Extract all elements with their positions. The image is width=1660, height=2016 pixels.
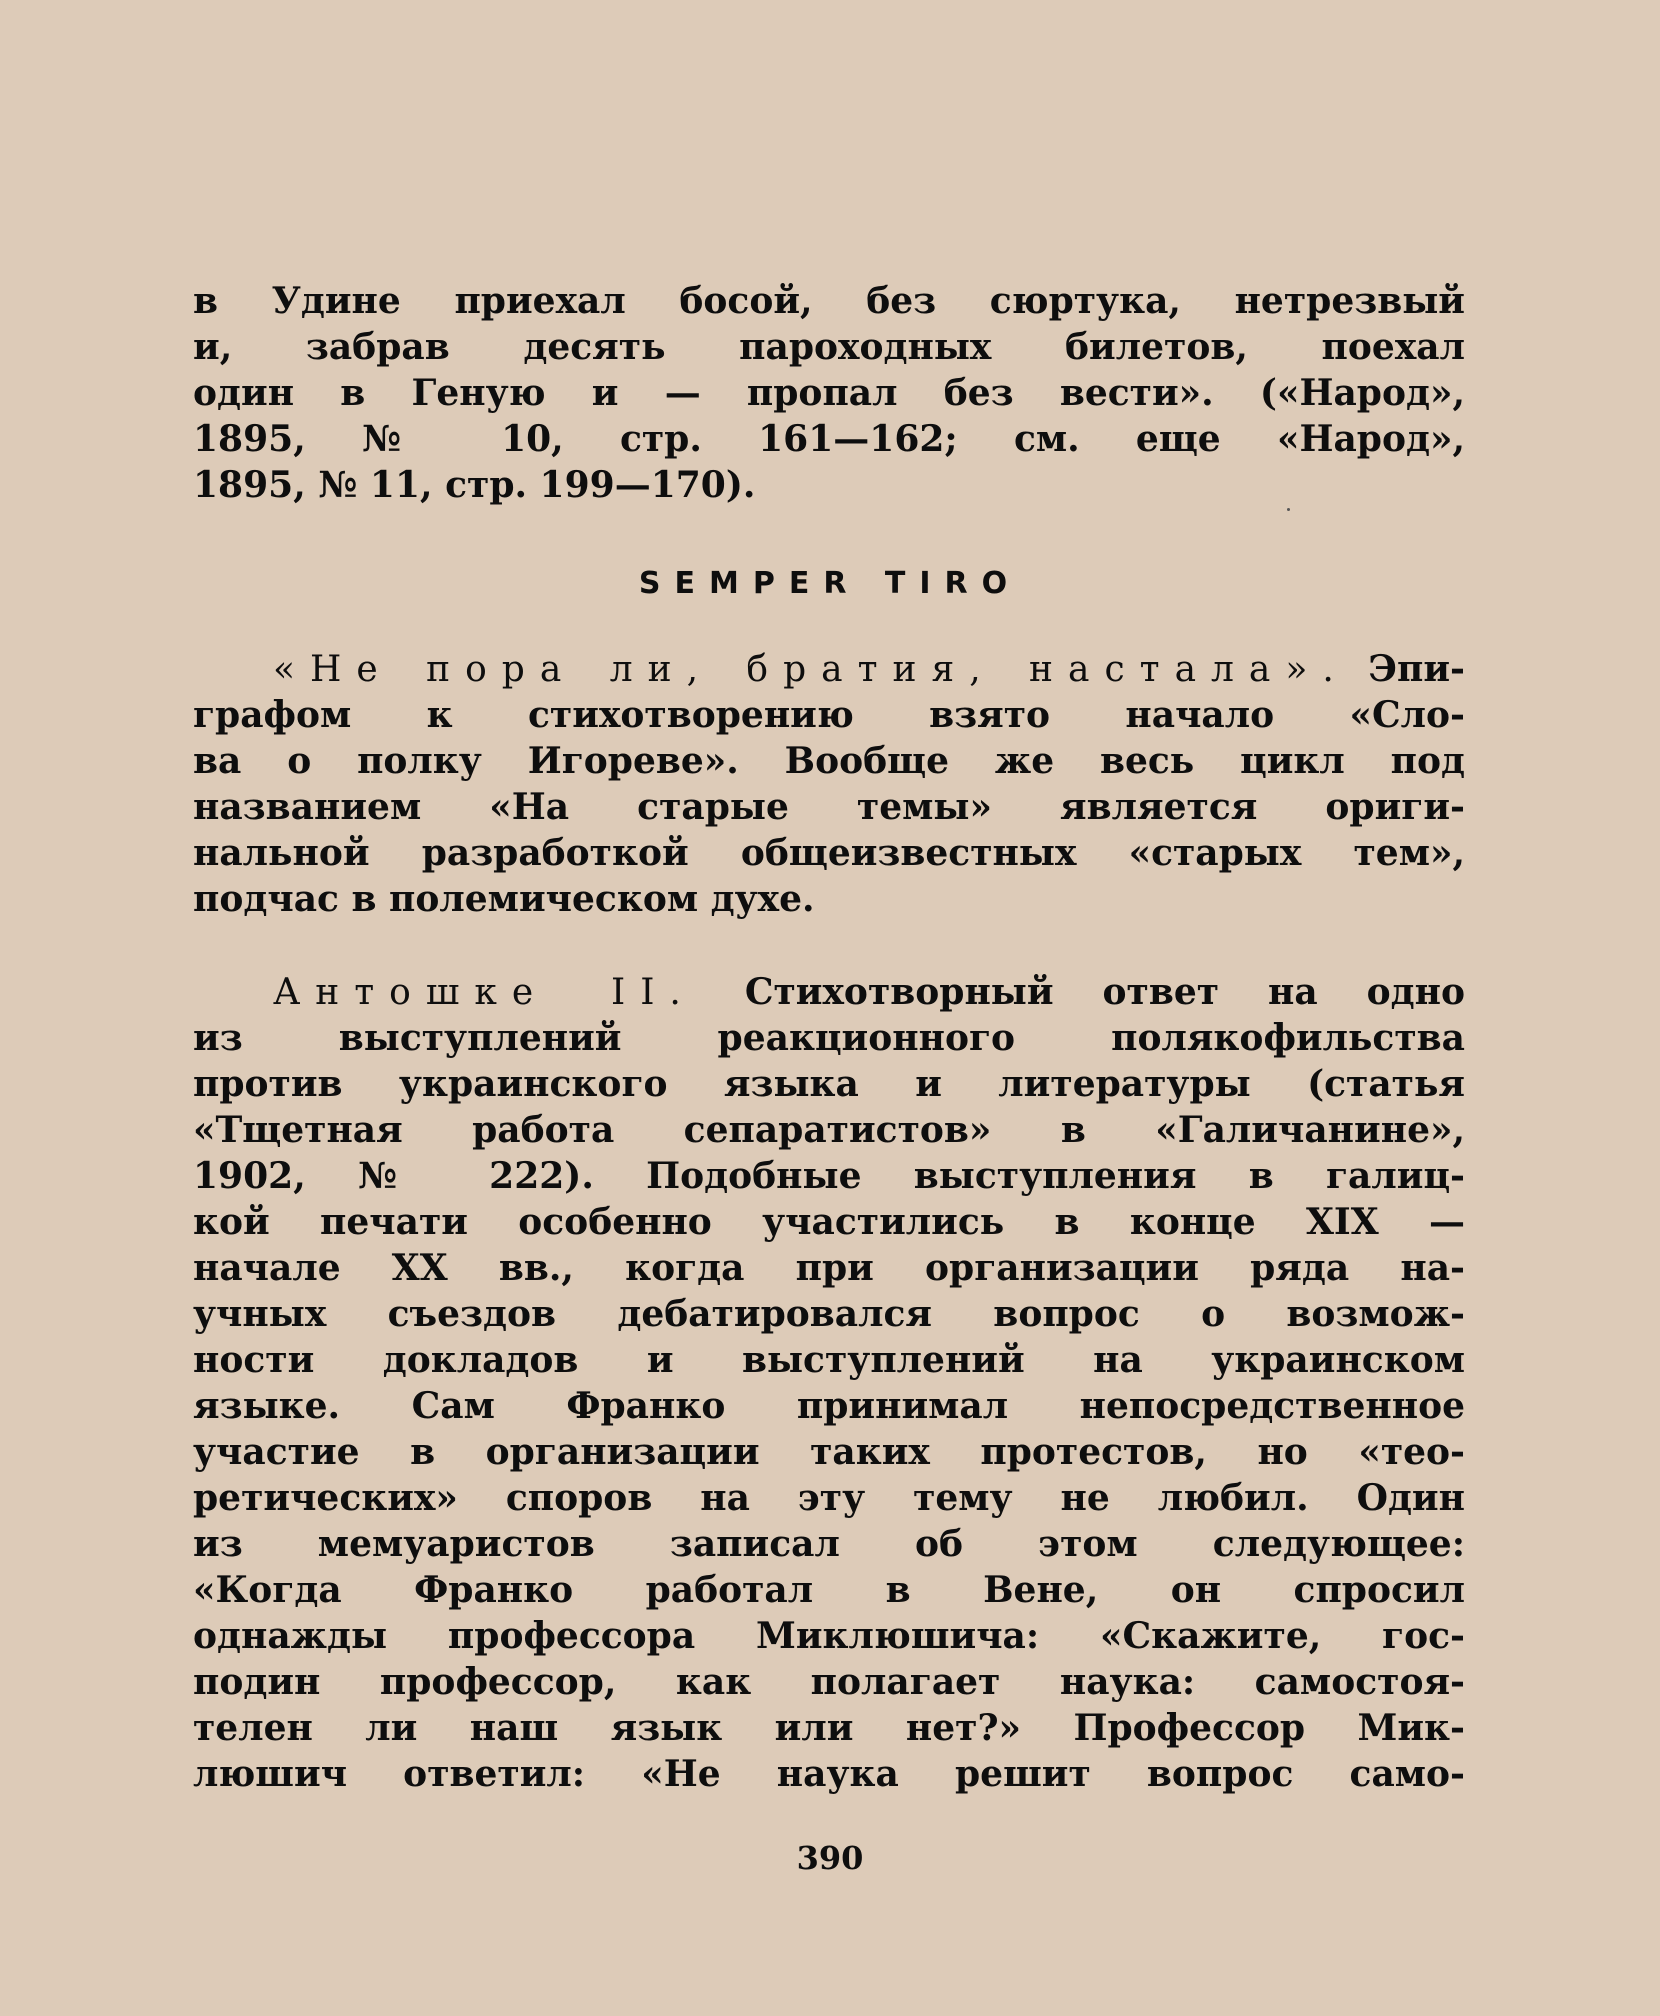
text-line: графом к стихотворению взято начало «Сло-: [193, 694, 1465, 736]
text-line: «Тщетная работа сепаратистов» в «Галичанине»,: [193, 1109, 1465, 1151]
text-line: участие в организации таких протестов, но «тео-: [193, 1431, 1465, 1473]
text-line: из мемуаристов записал об этом следующее:: [193, 1523, 1465, 1565]
text-line: телен ли наш язык или нет?» Профессор Мик-: [193, 1707, 1465, 1749]
text-fragment: Эпи-: [1368, 648, 1465, 690]
text-line: учных съездов дебатировался вопрос о возмож-: [193, 1293, 1465, 1335]
text-line: названием «На старые темы» является ориги-: [193, 786, 1465, 828]
poem-title: Антошке II.: [273, 972, 696, 1013]
paragraph-semper-tiro: [193, 646, 1465, 922]
text-line: кой печати особенно участились в конце XIX —: [193, 1201, 1465, 1243]
text-line: из выступлений реакционного полякофильства: [193, 1017, 1465, 1059]
text-line: подин профессор, как полагает наука: самостоя-: [193, 1661, 1465, 1703]
text-line: однажды профессора Миклюшича: «Скажите, гос-: [193, 1615, 1465, 1657]
text-line: «Когда Франко работал в Вене, он спросил: [193, 1569, 1465, 1611]
text-line-first: [193, 646, 1465, 692]
paragraph-continued: [193, 278, 1465, 508]
text-line: нальной разработкой общеизвестных «старых тем»,: [193, 832, 1465, 874]
poem-title: «Не пора ли, братия, настала».: [273, 649, 1349, 690]
text-fragment: Стихотворный ответ на одно: [744, 971, 1465, 1013]
text-line: один в Геную и — пропал без вести». («Народ»,: [193, 372, 1465, 414]
text-line: языке. Сам Франко принимал непосредственное: [193, 1385, 1465, 1427]
text-line: 1895, № 10, стр. 161—162; см. еще «Народ»,: [193, 418, 1465, 460]
text-line: ва о полку Игореве». Вообще же весь цикл под: [193, 740, 1465, 782]
text-line: в Удине приехал босой, без сюртука, нетрезвый: [193, 280, 1465, 322]
section-heading: SEMPER TIRO: [638, 566, 1022, 601]
text-line: люшич ответил: «Не наука решит вопрос само-: [193, 1753, 1465, 1795]
text-line: 1902, № 222). Подобные выступления в галиц-: [193, 1155, 1465, 1197]
text-line-first: [193, 969, 1465, 1015]
text-line: 1895, № 11, стр. 199—170).: [193, 464, 756, 506]
text-line: против украинского языка и литературы (статья: [193, 1063, 1465, 1105]
scan-speck: [1287, 508, 1290, 511]
page-number: 390: [796, 1839, 864, 1877]
text-line: и, забрав десять пароходных билетов, поехал: [193, 326, 1465, 368]
text-line: подчас в полемическом духе.: [193, 878, 815, 920]
text-line: начале XX вв., когда при организации ряда на-: [193, 1247, 1465, 1289]
paragraph-antoshke: [193, 969, 1465, 1797]
text-line: ретических» споров на эту тему не любил. Один: [193, 1477, 1465, 1519]
text-line: ности докладов и выступлений на украинском: [193, 1339, 1465, 1381]
